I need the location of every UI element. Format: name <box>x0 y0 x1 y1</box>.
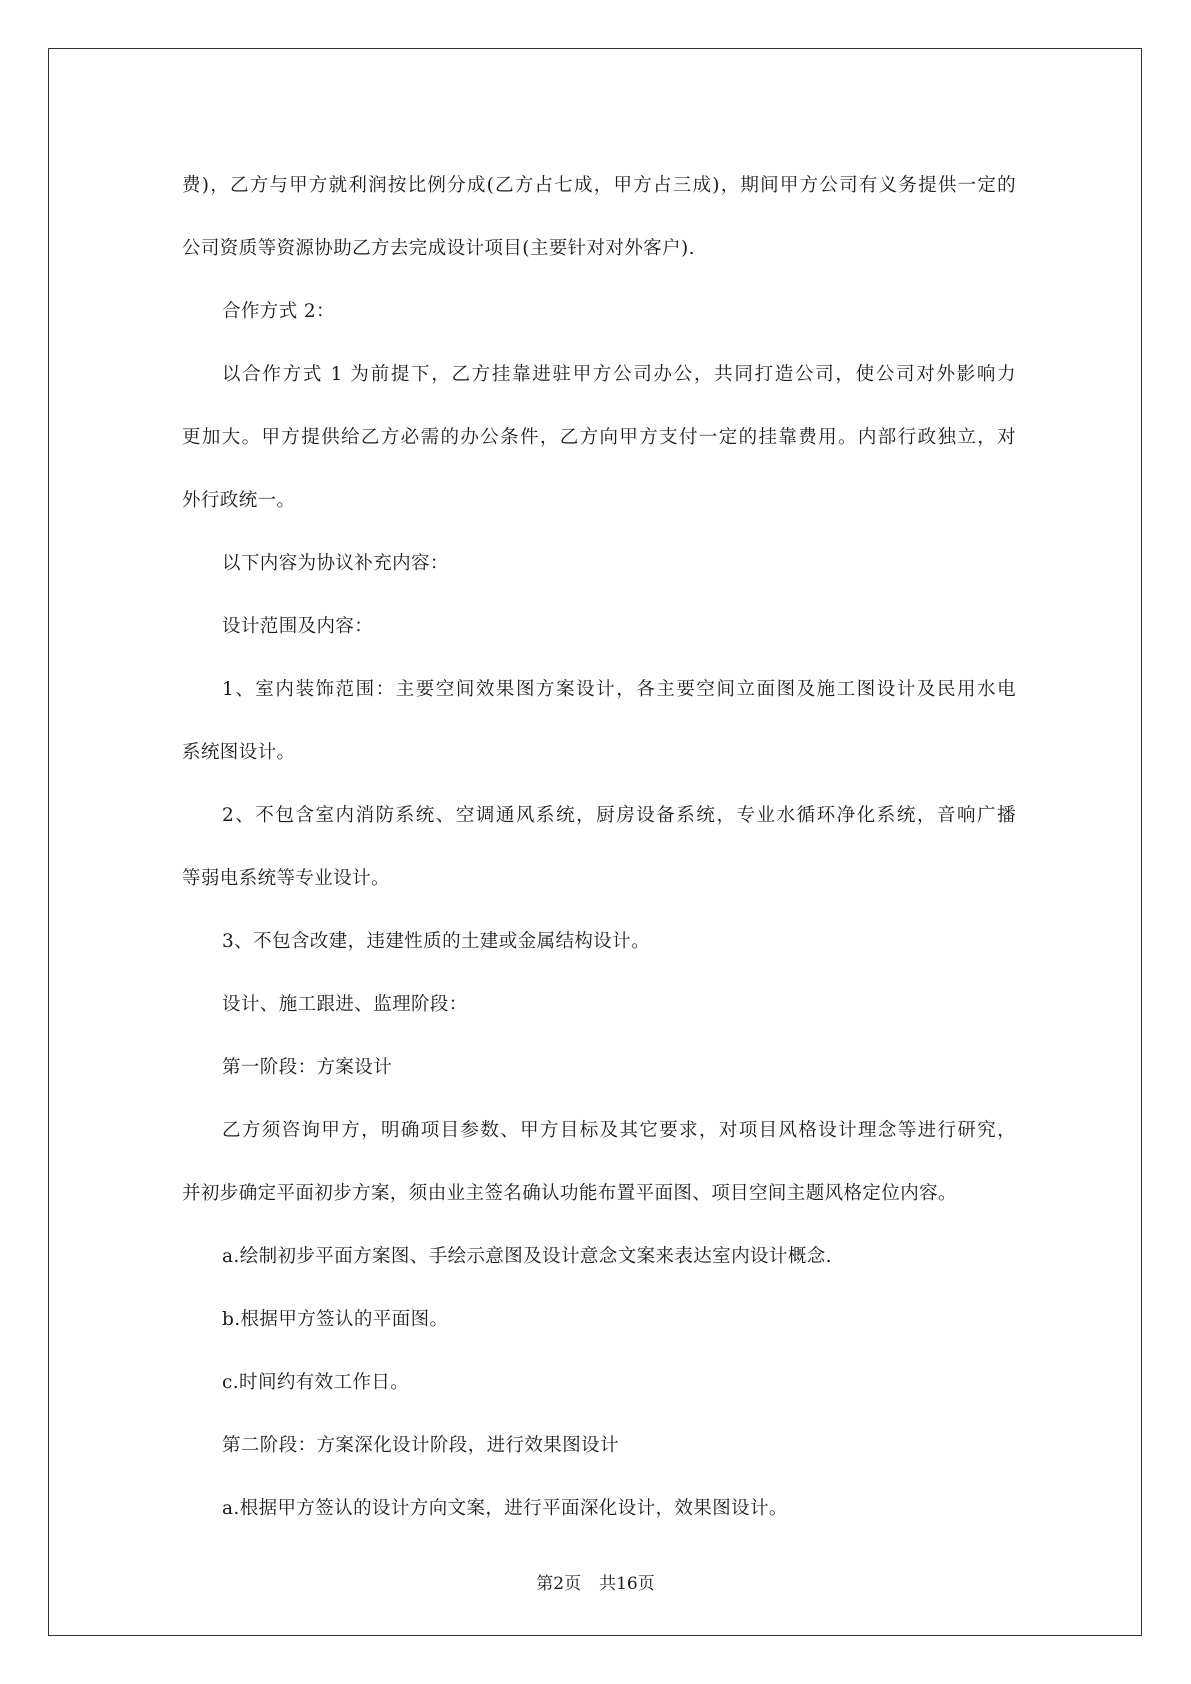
text-line: 设计、施工跟进、监理阶段： <box>222 994 468 1015</box>
document-body <box>182 154 1016 1540</box>
paragraph <box>182 1036 1016 1099</box>
text-line: 外行政统一。 <box>182 490 296 511</box>
text-line: 系统图设计。 <box>182 742 296 763</box>
text-line: 合作方式 2： <box>222 301 335 322</box>
text-line: 更加大。甲方提供给乙方必需的办公条件，乙方向甲方支付一定的挂靠费用。内部行政独立，对 <box>182 427 1016 448</box>
paragraph <box>182 1099 1016 1225</box>
text-line: a.绘制初步平面方案图、手绘示意图及设计意念文案来表达室内设计概念. <box>222 1246 832 1267</box>
paragraph <box>182 973 1016 1036</box>
paragraph <box>182 910 1016 973</box>
text-line: b.根据甲方签认的平面图。 <box>222 1309 449 1330</box>
paragraph <box>182 784 1016 910</box>
page-footer <box>0 1573 1191 1595</box>
text-line: 设计范围及内容： <box>222 616 374 637</box>
paragraph <box>182 1351 1016 1414</box>
page-number: 第2页 <box>536 1574 582 1594</box>
paragraph <box>182 658 1016 784</box>
paragraph <box>182 595 1016 658</box>
page-total: 共16页 <box>599 1574 655 1594</box>
paragraph <box>182 1225 1016 1288</box>
text-line: 第二阶段：方案深化设计阶段，进行效果图设计 <box>222 1435 619 1456</box>
text-line: 第一阶段：方案设计 <box>222 1057 393 1078</box>
text-line: 费)，乙方与甲方就利润按比例分成(乙方占七成，甲方占三成)，期间甲方公司有义务提供一定的 <box>182 175 1016 196</box>
text-line: 2、不包含室内消防系统、空调通风系统，厨房设备系统，专业水循环净化系统，音响广播 <box>222 805 1016 826</box>
text-line: 等弱电系统等专业设计。 <box>182 868 390 889</box>
paragraph <box>182 1414 1016 1477</box>
paragraph <box>182 280 1016 343</box>
text-line: 公司资质等资源协助乙方去完成设计项目(主要针对对外客户). <box>182 238 695 259</box>
paragraph <box>182 154 1016 280</box>
text-line: 以合作方式 1 为前提下，乙方挂靠进驻甲方公司办公，共同打造公司，使公司对外影响力 <box>222 364 1016 385</box>
text-line: 并初步确定平面初步方案，须由业主签名确认功能布置平面图、项目空间主题风格定位内容。 <box>182 1183 957 1204</box>
paragraph <box>182 343 1016 532</box>
text-line: a.根据甲方签认的设计方向文案，进行平面深化设计，效果图设计。 <box>222 1498 788 1519</box>
text-line: c.时间约有效工作日。 <box>222 1372 410 1393</box>
text-line: 1、室内装饰范围：主要空间效果图方案设计，各主要空间立面图及施工图设计及民用水电 <box>222 679 1016 700</box>
text-line: 3、不包含改建，违建性质的土建或金属结构设计。 <box>222 931 650 952</box>
paragraph <box>182 1288 1016 1351</box>
text-line: 以下内容为协议补充内容： <box>222 553 449 574</box>
paragraph <box>182 1477 1016 1540</box>
paragraph <box>182 532 1016 595</box>
text-line: 乙方须咨询甲方，明确项目参数、甲方目标及其它要求，对项目风格设计理念等进行研究， <box>222 1120 1016 1141</box>
